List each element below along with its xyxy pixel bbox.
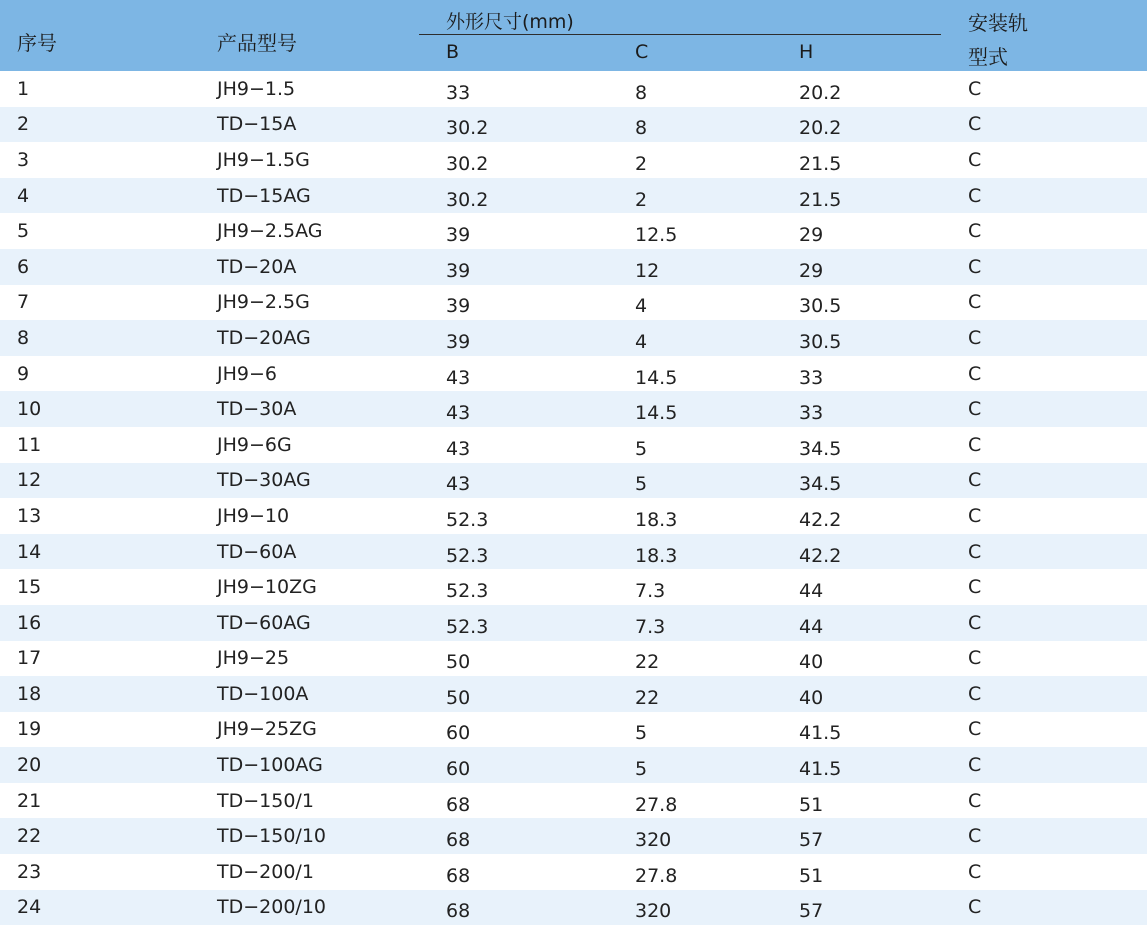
row-model: TD−200/1 [217,860,314,883]
row-number: 5 [17,220,30,243]
table-row [0,463,1147,499]
row-rail-type: C [968,504,982,527]
table-row [0,356,1147,392]
row-dim-c: 7.3 [635,580,666,603]
row-dim-c: 320 [635,829,672,852]
row-model: TD−100AG [217,754,323,777]
table-row [0,605,1147,641]
row-number: 6 [17,255,30,278]
row-number: 9 [17,362,30,385]
row-model: JH9−25ZG [217,718,317,741]
row-rail-type: C [968,540,982,563]
row-dim-c: 18.3 [635,508,678,531]
table-row [0,534,1147,570]
row-number: 1 [17,77,30,100]
header-model: 产品型号 [217,31,297,55]
row-model: TD−150/1 [217,789,314,812]
row-rail-type: C [968,220,982,243]
row-rail-type: C [968,77,982,100]
table-row [0,676,1147,712]
row-dim-c: 27.8 [635,864,678,887]
row-rail-type: C [968,433,982,456]
row-dim-h: 21.5 [799,152,842,175]
row-model: TD−200/10 [217,896,326,919]
row-rail-type: C [968,469,982,492]
row-number: 24 [17,896,42,919]
row-rail-type: C [968,184,982,207]
row-dim-h: 41.5 [799,758,842,781]
table-row [0,498,1147,534]
table-row [0,569,1147,605]
row-dim-b: 52.3 [446,615,489,638]
row-number: 21 [17,789,42,812]
row-dim-b: 30.2 [446,188,489,211]
row-dim-b: 60 [446,758,471,781]
row-dim-c: 4 [635,295,648,318]
row-dim-b: 68 [446,900,471,923]
row-dim-b: 30.2 [446,152,489,175]
row-dim-h: 20.2 [799,81,842,104]
row-rail-type: C [968,398,982,421]
row-number: 15 [17,576,42,599]
table-row [0,320,1147,356]
row-model: JH9−1.5G [217,148,310,171]
row-dim-h: 30.5 [799,330,842,353]
row-model: TD−30AG [217,469,311,492]
row-number: 13 [17,504,42,527]
row-rail-type: C [968,682,982,705]
row-rail-type: C [968,611,982,634]
row-dim-h: 40 [799,651,824,674]
row-dim-b: 43 [446,402,471,425]
row-rail-type: C [968,113,982,136]
table-row [0,107,1147,143]
row-dim-b: 43 [446,437,471,460]
table-row [0,213,1147,249]
header-rail-line2: 型式 [968,45,1008,69]
header-no: 序号 [17,31,57,55]
row-dim-c: 5 [635,473,648,496]
row-dim-c: 22 [635,686,660,709]
row-dim-h: 57 [799,829,824,852]
table-row [0,178,1147,214]
row-dim-b: 50 [446,651,471,674]
row-dim-b: 39 [446,295,471,318]
row-dim-h: 34.5 [799,437,842,460]
row-model: TD−60A [217,540,297,563]
row-dim-b: 39 [446,330,471,353]
row-rail-type: C [968,148,982,171]
row-model: JH9−2.5G [217,291,310,314]
row-rail-type: C [968,326,982,349]
row-dim-h: 41.5 [799,722,842,745]
row-dim-b: 52.3 [446,508,489,531]
row-number: 22 [17,825,42,848]
row-dim-h: 51 [799,864,824,887]
row-dim-b: 60 [446,722,471,745]
row-dim-c: 14.5 [635,366,678,389]
row-model: JH9−1.5 [217,77,296,100]
row-number: 8 [17,326,30,349]
row-number: 7 [17,291,30,314]
row-dim-h: 21.5 [799,188,842,211]
row-dim-b: 52.3 [446,544,489,567]
row-rail-type: C [968,362,982,385]
row-dim-b: 39 [446,224,471,247]
row-number: 10 [17,398,42,421]
row-model: TD−20A [217,255,297,278]
row-number: 14 [17,540,42,563]
row-model: TD−150/10 [217,825,326,848]
row-number: 19 [17,718,42,741]
table-row [0,427,1147,463]
row-dim-h: 42.2 [799,508,842,531]
table-row [0,818,1147,854]
row-dim-b: 30.2 [446,117,489,140]
row-number: 3 [17,148,30,171]
row-rail-type: C [968,647,982,670]
row-rail-type: C [968,789,982,812]
row-number: 11 [17,433,42,456]
row-model: TD−15AG [217,184,311,207]
table-row [0,391,1147,427]
row-dim-h: 42.2 [799,544,842,567]
row-dim-h: 51 [799,793,824,816]
row-dim-c: 27.8 [635,793,678,816]
row-number: 2 [17,113,30,136]
header-h: H [799,41,814,63]
header-rail-line1: 安装轨 [968,11,1028,35]
row-dim-h: 34.5 [799,473,842,496]
row-model: JH9−6G [217,433,292,456]
table-row [0,890,1147,926]
table-row [0,641,1147,677]
row-dim-c: 4 [635,330,648,353]
row-rail-type: C [968,576,982,599]
row-dim-h: 44 [799,615,824,638]
row-dim-c: 12 [635,259,660,282]
row-dim-h: 33 [799,366,824,389]
row-rail-type: C [968,896,982,919]
row-dim-h: 30.5 [799,295,842,318]
row-rail-type: C [968,291,982,314]
row-dim-c: 12.5 [635,224,678,247]
table-row [0,747,1147,783]
row-dim-c: 2 [635,152,648,175]
row-dim-h: 29 [799,259,824,282]
header-b: B [446,41,460,63]
header-group-rule [419,34,941,35]
row-rail-type: C [968,255,982,278]
row-number: 18 [17,682,42,705]
header-c: C [635,41,649,63]
row-dim-b: 68 [446,829,471,852]
row-dim-b: 43 [446,473,471,496]
row-dim-b: 68 [446,864,471,887]
table-row [0,783,1147,819]
row-model: JH9−6 [217,362,277,385]
row-dim-h: 44 [799,580,824,603]
row-number: 23 [17,860,42,883]
row-dim-h: 29 [799,224,824,247]
row-dim-c: 8 [635,117,648,140]
row-dim-b: 52.3 [446,580,489,603]
row-dim-c: 320 [635,900,672,923]
row-model: TD−60AG [217,611,311,634]
row-model: TD−20AG [217,326,311,349]
row-rail-type: C [968,860,982,883]
table-row [0,71,1147,107]
row-dim-c: 14.5 [635,402,678,425]
header-dimensions-group: 外形尺寸(mm) [446,11,574,33]
row-dim-b: 33 [446,81,471,104]
row-dim-c: 5 [635,758,648,781]
row-model: JH9−2.5AG [217,220,323,243]
row-dim-h: 20.2 [799,117,842,140]
table-body [0,71,1147,925]
row-dim-c: 2 [635,188,648,211]
table-row [0,285,1147,321]
table-row [0,712,1147,748]
table-header [0,0,1147,71]
row-rail-type: C [968,825,982,848]
row-rail-type: C [968,718,982,741]
row-dim-c: 8 [635,81,648,104]
row-dim-b: 43 [446,366,471,389]
row-model: JH9−10 [217,504,290,527]
row-number: 12 [17,469,42,492]
row-dim-h: 57 [799,900,824,923]
table-row [0,249,1147,285]
row-dim-b: 68 [446,793,471,816]
row-dim-b: 50 [446,686,471,709]
row-model: JH9−10ZG [217,576,317,599]
row-dim-c: 22 [635,651,660,674]
table-row [0,854,1147,890]
row-rail-type: C [968,754,982,777]
row-dim-c: 5 [635,722,648,745]
row-dim-h: 33 [799,402,824,425]
row-dim-c: 7.3 [635,615,666,638]
row-dim-b: 39 [446,259,471,282]
table-row [0,142,1147,178]
row-model: TD−100A [217,682,309,705]
row-number: 17 [17,647,42,670]
row-dim-h: 40 [799,686,824,709]
row-number: 20 [17,754,42,777]
row-model: JH9−25 [217,647,290,670]
row-model: TD−15A [217,113,297,136]
row-dim-c: 18.3 [635,544,678,567]
row-number: 4 [17,184,30,207]
row-dim-c: 5 [635,437,648,460]
row-model: TD−30A [217,398,297,421]
row-number: 16 [17,611,42,634]
